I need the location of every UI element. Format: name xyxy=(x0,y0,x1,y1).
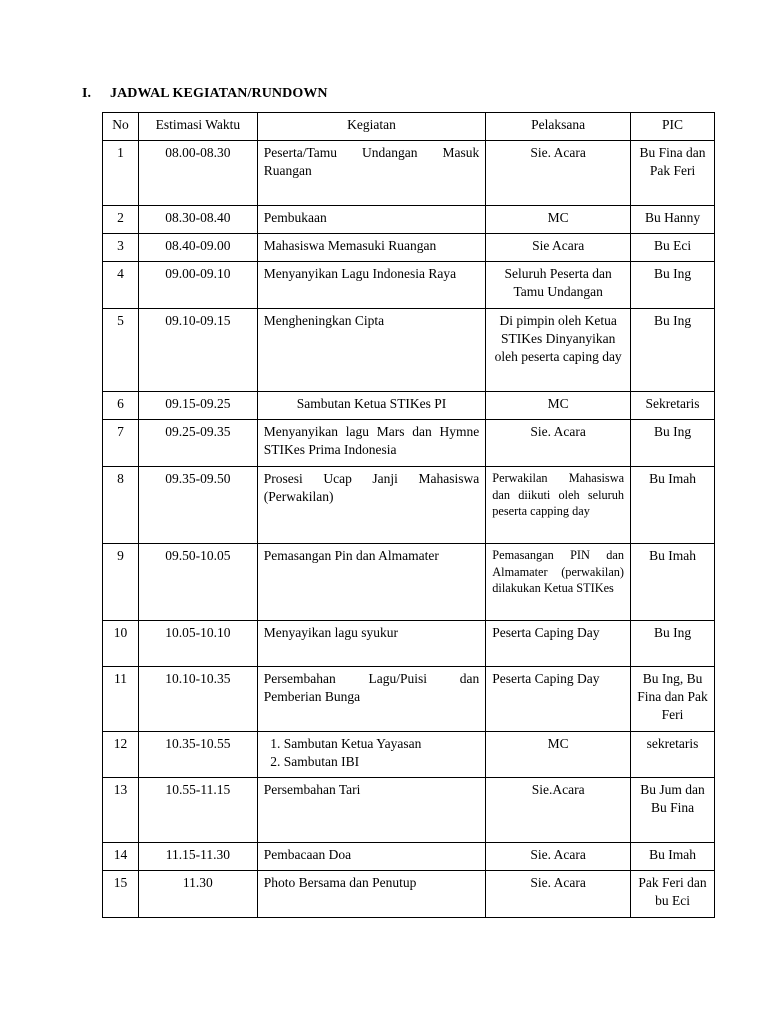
table-row xyxy=(103,467,715,544)
cell-kegiatan: Menyanyikan lagu Mars dan Hymne STIKes Prima Indonesia xyxy=(257,420,486,467)
cell-no: 12 xyxy=(103,732,139,778)
cell-kegiatan: Persembahan Lagu/Puisi dan Pemberian Bunga xyxy=(257,667,486,732)
cell-kegiatan: Photo Bersama dan Penutup xyxy=(257,871,486,918)
section-heading xyxy=(82,86,328,102)
cell-time: 09.15-09.25 xyxy=(138,392,257,420)
cell-no: 2 xyxy=(103,206,139,234)
cell-time: 09.00-09.10 xyxy=(138,262,257,309)
cell-time: 08.30-08.40 xyxy=(138,206,257,234)
cell-pic: Bu Ing xyxy=(631,420,715,467)
cell-pelaksana: Peserta Caping Day xyxy=(486,667,631,732)
cell-time: 10.05-10.10 xyxy=(138,621,257,667)
cell-pelaksana: Seluruh Peserta dan Tamu Undangan xyxy=(486,262,631,309)
cell-pelaksana: Sie.Acara xyxy=(486,778,631,843)
cell-no: 14 xyxy=(103,843,139,871)
kegiatan-list xyxy=(264,735,480,771)
cell-pelaksana: Sie. Acara xyxy=(486,871,631,918)
cell-time: 09.35-09.50 xyxy=(138,467,257,544)
cell-no: 6 xyxy=(103,392,139,420)
cell-time: 08.40-09.00 xyxy=(138,234,257,262)
table-row xyxy=(103,871,715,918)
cell-kegiatan: Menyanyikan Lagu Indonesia Raya xyxy=(257,262,486,309)
cell-no: 9 xyxy=(103,544,139,621)
cell-pic: Pak Feri dan bu Eci xyxy=(631,871,715,918)
cell-time: 09.10-09.15 xyxy=(138,309,257,392)
list-item: 1. Sambutan Ketua Yayasan xyxy=(284,735,480,753)
cell-kegiatan xyxy=(257,732,486,778)
table-row xyxy=(103,732,715,778)
cell-pic: Bu Hanny xyxy=(631,206,715,234)
cell-pic: Bu Ing xyxy=(631,309,715,392)
rundown-table xyxy=(102,112,715,918)
table-row xyxy=(103,206,715,234)
cell-pelaksana: Perwakilan Mahasiswa dan diikuti oleh seluruh peserta capping day xyxy=(486,467,631,544)
cell-no: 7 xyxy=(103,420,139,467)
cell-pic: Bu Jum dan Bu Fina xyxy=(631,778,715,843)
cell-no: 15 xyxy=(103,871,139,918)
cell-time: 10.55-11.15 xyxy=(138,778,257,843)
table-row xyxy=(103,778,715,843)
table-row xyxy=(103,667,715,732)
cell-time: 09.25-09.35 xyxy=(138,420,257,467)
table-row xyxy=(103,843,715,871)
cell-pelaksana: Pemasangan PIN dan Almamater (perwakilan) dilakukan Ketua STIKes xyxy=(486,544,631,621)
cell-no: 4 xyxy=(103,262,139,309)
cell-no: 8 xyxy=(103,467,139,544)
header-no: No xyxy=(103,113,139,141)
table-row xyxy=(103,621,715,667)
cell-pelaksana: MC xyxy=(486,206,631,234)
table-header-row xyxy=(103,113,715,141)
cell-pelaksana: Peserta Caping Day xyxy=(486,621,631,667)
cell-time: 10.35-10.55 xyxy=(138,732,257,778)
table-row xyxy=(103,234,715,262)
cell-time: 08.00-08.30 xyxy=(138,141,257,206)
table-row xyxy=(103,420,715,467)
section-number: I. xyxy=(82,86,92,101)
cell-pelaksana: MC xyxy=(486,392,631,420)
cell-pelaksana: Sie Acara xyxy=(486,234,631,262)
cell-time: 10.10-10.35 xyxy=(138,667,257,732)
table-row xyxy=(103,141,715,206)
cell-pic: Bu Imah xyxy=(631,544,715,621)
header-pic: PIC xyxy=(631,113,715,141)
cell-time: 11.15-11.30 xyxy=(138,843,257,871)
cell-no: 5 xyxy=(103,309,139,392)
cell-kegiatan: Pembacaan Doa xyxy=(257,843,486,871)
cell-pelaksana: MC xyxy=(486,732,631,778)
cell-no: 3 xyxy=(103,234,139,262)
header-pelaksana: Pelaksana xyxy=(486,113,631,141)
cell-pic: Bu Ing, Bu Fina dan Pak Feri xyxy=(631,667,715,732)
cell-pic: Bu Eci xyxy=(631,234,715,262)
cell-kegiatan: Peserta/Tamu Undangan Masuk Ruangan xyxy=(257,141,486,206)
cell-kegiatan: Persembahan Tari xyxy=(257,778,486,843)
cell-pic: Bu Ing xyxy=(631,262,715,309)
cell-kegiatan: Mengheningkan Cipta xyxy=(257,309,486,392)
table-row xyxy=(103,262,715,309)
cell-time: 09.50-10.05 xyxy=(138,544,257,621)
cell-kegiatan: Mahasiswa Memasuki Ruangan xyxy=(257,234,486,262)
cell-pelaksana: Sie. Acara xyxy=(486,141,631,206)
cell-pic: Sekretaris xyxy=(631,392,715,420)
cell-no: 10 xyxy=(103,621,139,667)
header-estimasi-waktu: Estimasi Waktu xyxy=(138,113,257,141)
table-row xyxy=(103,392,715,420)
list-item: 2. Sambutan IBI xyxy=(284,753,480,771)
table-row xyxy=(103,309,715,392)
cell-pic: Bu Imah xyxy=(631,467,715,544)
cell-pic: sekretaris xyxy=(631,732,715,778)
cell-kegiatan: Menyayikan lagu syukur xyxy=(257,621,486,667)
cell-pelaksana: Di pimpin oleh Ketua STIKes Dinyanyikan oleh peserta caping day xyxy=(486,309,631,392)
cell-pic: Bu Ing xyxy=(631,621,715,667)
cell-no: 11 xyxy=(103,667,139,732)
cell-pelaksana: Sie. Acara xyxy=(486,420,631,467)
cell-pic: Bu Fina dan Pak Feri xyxy=(631,141,715,206)
cell-kegiatan: Pemasangan Pin dan Almamater xyxy=(257,544,486,621)
cell-pic: Bu Imah xyxy=(631,843,715,871)
section-title: JADWAL KEGIATAN/RUNDOWN xyxy=(110,86,328,101)
cell-pelaksana: Sie. Acara xyxy=(486,843,631,871)
header-kegiatan: Kegiatan xyxy=(257,113,486,141)
cell-kegiatan: Sambutan Ketua STIKes PI xyxy=(257,392,486,420)
cell-kegiatan: Prosesi Ucap Janji Mahasiswa (Perwakilan) xyxy=(257,467,486,544)
cell-time: 11.30 xyxy=(138,871,257,918)
cell-no: 13 xyxy=(103,778,139,843)
cell-kegiatan: Pembukaan xyxy=(257,206,486,234)
cell-no: 1 xyxy=(103,141,139,206)
table-row xyxy=(103,544,715,621)
